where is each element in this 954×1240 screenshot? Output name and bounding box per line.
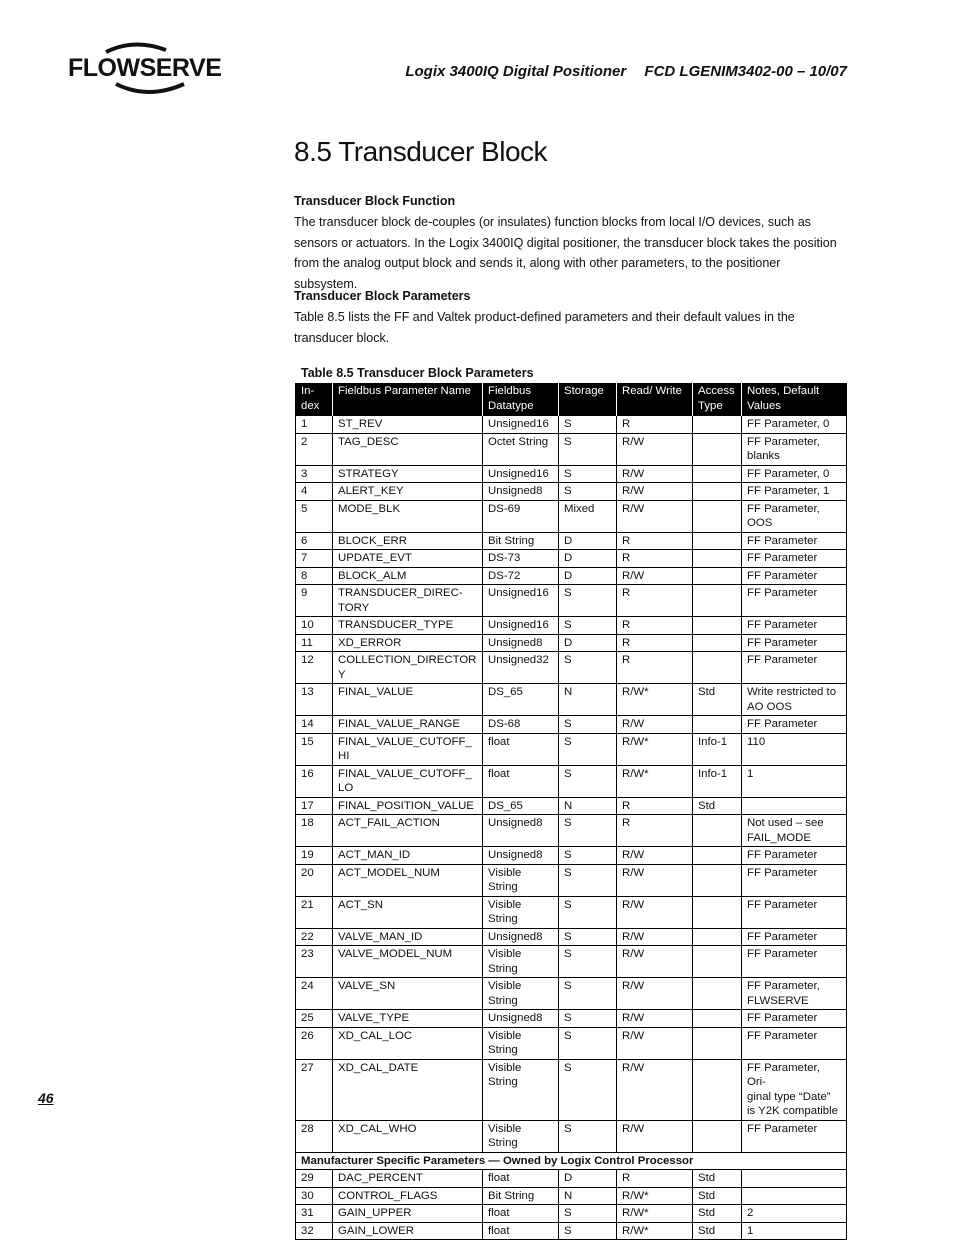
table-cell: Visible String <box>483 946 559 978</box>
table-cell: 19 <box>296 847 333 865</box>
table-cell: Visible String <box>483 1059 559 1120</box>
table-cell: FF Parameter <box>742 864 847 896</box>
table-cell: 10 <box>296 617 333 635</box>
table-cell: 1 <box>742 765 847 797</box>
table-cell: S <box>559 815 617 847</box>
table-cell: 3 <box>296 465 333 483</box>
table-row <box>296 928 847 946</box>
table-cell: R <box>617 634 693 652</box>
table-cell: 8 <box>296 567 333 585</box>
table-cell: R/W <box>617 847 693 865</box>
table-cell <box>742 1170 847 1188</box>
table-cell: R/W <box>617 465 693 483</box>
table-cell: Unsigned8 <box>483 1010 559 1028</box>
page-number: 46 <box>38 1090 54 1106</box>
table-cell: 13 <box>296 684 333 716</box>
table-cell: S <box>559 733 617 765</box>
table-cell <box>693 483 742 501</box>
transducer-parameters-table <box>295 383 847 1240</box>
table-cell <box>693 617 742 635</box>
table-cell: Std <box>693 1187 742 1205</box>
table-cell: FINAL_VALUE <box>333 684 483 716</box>
table-row <box>296 1120 847 1152</box>
table-cell: 26 <box>296 1027 333 1059</box>
table-cell: FF Parameter, FLWSERVE <box>742 978 847 1010</box>
table-cell: S <box>559 896 617 928</box>
table-cell: S <box>559 416 617 434</box>
table-cell: 32 <box>296 1222 333 1240</box>
table-cell: FF Parameter <box>742 1010 847 1028</box>
table-cell <box>693 416 742 434</box>
table-cell: FINAL_VALUE_RANGE <box>333 716 483 734</box>
table-cell: Std <box>693 797 742 815</box>
table-cell: FF Parameter <box>742 567 847 585</box>
table-cell: ACT_MODEL_NUM <box>333 864 483 896</box>
table-cell: R <box>617 1170 693 1188</box>
table-cell: FF Parameter <box>742 585 847 617</box>
table-cell: R/W <box>617 1059 693 1120</box>
table-cell: 14 <box>296 716 333 734</box>
section-title: 8.5 Transducer Block <box>294 136 548 167</box>
table-cell <box>693 896 742 928</box>
table-cell: CONTROL_FLAGS <box>333 1187 483 1205</box>
table-row <box>296 585 847 617</box>
table-cell: VALVE_MAN_ID <box>333 928 483 946</box>
table-cell: R <box>617 815 693 847</box>
table-cell <box>693 585 742 617</box>
column-header: Fieldbus Datatype <box>483 383 559 416</box>
table-cell: FF Parameter, 0 <box>742 465 847 483</box>
table-cell: R <box>617 652 693 684</box>
table-cell: Std <box>693 1222 742 1240</box>
table-cell: S <box>559 433 617 465</box>
table-cell: FF Parameter <box>742 946 847 978</box>
table-cell: 11 <box>296 634 333 652</box>
table-cell: XD_CAL_LOC <box>333 1027 483 1059</box>
table-cell: R/W <box>617 1010 693 1028</box>
table-cell: S <box>559 765 617 797</box>
table-row <box>296 465 847 483</box>
table-cell: 20 <box>296 864 333 896</box>
column-header: Storage <box>559 383 617 416</box>
table-row <box>296 684 847 716</box>
table-cell: FF Parameter <box>742 1120 847 1152</box>
table-cell: Visible String <box>483 1027 559 1059</box>
table-cell: R/W <box>617 483 693 501</box>
table-row <box>296 1010 847 1028</box>
table-row <box>296 483 847 501</box>
table-cell <box>693 928 742 946</box>
product-name: Logix 3400IQ Digital Positioner <box>405 63 627 80</box>
table-cell: UPDATE_EVT <box>333 550 483 568</box>
table-cell: FF Parameter <box>742 1027 847 1059</box>
table-row <box>296 1205 847 1223</box>
table-cell: Unsigned8 <box>483 928 559 946</box>
table-cell: S <box>559 716 617 734</box>
table-cell: S <box>559 1010 617 1028</box>
table-cell: S <box>559 585 617 617</box>
table-row <box>296 864 847 896</box>
table-cell: R/W <box>617 500 693 532</box>
table-cell <box>693 815 742 847</box>
table-cell: 110 <box>742 733 847 765</box>
table-cell: ACT_SN <box>333 896 483 928</box>
table-cell: N <box>559 684 617 716</box>
table-cell: FINAL_VALUE_CUTOFF_HI <box>333 733 483 765</box>
table-cell: FF Parameter, Ori- ginal type “Date” is Y2K compatible <box>742 1059 847 1120</box>
table-cell: R/W* <box>617 1222 693 1240</box>
table-cell: DS-69 <box>483 500 559 532</box>
table-cell: ST_REV <box>333 416 483 434</box>
table-cell <box>693 500 742 532</box>
table-cell: D <box>559 567 617 585</box>
document-id: FCD LGENIM3402-00 – 10/07 <box>644 63 847 80</box>
table-cell <box>693 1120 742 1152</box>
table-cell: FF Parameter, OOS <box>742 500 847 532</box>
table-cell: FF Parameter <box>742 532 847 550</box>
table-cell <box>742 797 847 815</box>
running-header <box>405 63 847 80</box>
table-cell: 21 <box>296 896 333 928</box>
table-row <box>296 733 847 765</box>
table-cell: Bit String <box>483 532 559 550</box>
parameters-paragraph: Table 8.5 lists the FF and Valtek product-defined parameters and their default values in the transducer block. <box>294 310 795 345</box>
table-row <box>296 500 847 532</box>
column-header: Notes, Default Values <box>742 383 847 416</box>
table-cell: S <box>559 652 617 684</box>
table-cell: S <box>559 1205 617 1223</box>
table-row <box>296 652 847 684</box>
table-cell: S <box>559 1120 617 1152</box>
table-cell: 18 <box>296 815 333 847</box>
table-cell: DS_65 <box>483 684 559 716</box>
table-cell: Unsigned16 <box>483 585 559 617</box>
table-cell: 28 <box>296 1120 333 1152</box>
table-cell: R/W <box>617 1120 693 1152</box>
table-cell: TRANSDUCER_DIREC- TORY <box>333 585 483 617</box>
table-cell: FF Parameter, 0 <box>742 416 847 434</box>
table-cell: R/W* <box>617 1205 693 1223</box>
table-cell: Std <box>693 1170 742 1188</box>
table-cell: S <box>559 465 617 483</box>
table-cell <box>693 946 742 978</box>
table-cell <box>693 864 742 896</box>
table-cell: FF Parameter <box>742 550 847 568</box>
table-cell: S <box>559 946 617 978</box>
table-cell: R <box>617 532 693 550</box>
table-cell: Octet String <box>483 433 559 465</box>
table-cell: Info-1 <box>693 733 742 765</box>
table-row <box>296 433 847 465</box>
table-cell: 1 <box>742 1222 847 1240</box>
table-cell <box>693 652 742 684</box>
table-cell: S <box>559 864 617 896</box>
table-cell: FF Parameter <box>742 634 847 652</box>
table-cell: D <box>559 634 617 652</box>
table-cell: R/W <box>617 1027 693 1059</box>
table-cell: 17 <box>296 797 333 815</box>
table-cell: Unsigned8 <box>483 634 559 652</box>
table-cell: 2 <box>742 1205 847 1223</box>
table-cell: R <box>617 797 693 815</box>
table-cell: XD_CAL_WHO <box>333 1120 483 1152</box>
table-cell: S <box>559 847 617 865</box>
table-cell: S <box>559 978 617 1010</box>
table-cell: R/W* <box>617 733 693 765</box>
table-cell: Unsigned16 <box>483 416 559 434</box>
table-cell: S <box>559 1222 617 1240</box>
table-cell: FINAL_VALUE_CUTOFF_LO <box>333 765 483 797</box>
column-header: In- dex <box>296 383 333 416</box>
table-row <box>296 716 847 734</box>
table-cell: STRATEGY <box>333 465 483 483</box>
table-cell: VALVE_TYPE <box>333 1010 483 1028</box>
table-cell: Visible String <box>483 864 559 896</box>
table-cell: R/W* <box>617 684 693 716</box>
table-cell: DS-73 <box>483 550 559 568</box>
table-cell: Std <box>693 1205 742 1223</box>
table-cell: 31 <box>296 1205 333 1223</box>
table-cell <box>693 716 742 734</box>
table-cell: 25 <box>296 1010 333 1028</box>
table-cell: float <box>483 1222 559 1240</box>
table-cell: ACT_FAIL_ACTION <box>333 815 483 847</box>
table-cell: 16 <box>296 765 333 797</box>
table-cell: COLLECTION_DIRECTORY <box>333 652 483 684</box>
table-cell <box>693 433 742 465</box>
table-cell: 29 <box>296 1170 333 1188</box>
table-cell: S <box>559 928 617 946</box>
table-cell: FF Parameter <box>742 896 847 928</box>
table-cell <box>693 550 742 568</box>
table-cell: Visible String <box>483 896 559 928</box>
table-cell: XD_ERROR <box>333 634 483 652</box>
table-row <box>296 617 847 635</box>
table-row <box>296 896 847 928</box>
table-cell: 7 <box>296 550 333 568</box>
table-cell: Visible String <box>483 978 559 1010</box>
parameters-heading: Transducer Block Parameters <box>294 289 471 303</box>
flowserve-logo <box>68 40 222 96</box>
table-cell: Unsigned32 <box>483 652 559 684</box>
table-cell: S <box>559 483 617 501</box>
table-cell: Unsigned8 <box>483 483 559 501</box>
manufacturer-section-label: Manufacturer Specific Parameters — Owned by Logix Control Processor <box>296 1152 847 1170</box>
table-cell: FF Parameter, blanks <box>742 433 847 465</box>
table-row <box>296 797 847 815</box>
table-row <box>296 567 847 585</box>
table-cell: S <box>559 1027 617 1059</box>
table-cell: R/W <box>617 978 693 1010</box>
section-row <box>296 1152 847 1170</box>
table-cell: R/W <box>617 946 693 978</box>
table-cell <box>693 1027 742 1059</box>
table-cell: MODE_BLK <box>333 500 483 532</box>
table-cell: R/W* <box>617 1187 693 1205</box>
table-row <box>296 550 847 568</box>
table-cell <box>693 532 742 550</box>
table-row <box>296 1027 847 1059</box>
table-cell: Mixed <box>559 500 617 532</box>
table-cell: 15 <box>296 733 333 765</box>
table-cell: VALVE_SN <box>333 978 483 1010</box>
table-cell: R/W <box>617 433 693 465</box>
table-cell: FF Parameter <box>742 617 847 635</box>
table-cell: D <box>559 550 617 568</box>
table-cell: BLOCK_ALM <box>333 567 483 585</box>
table-cell: Std <box>693 684 742 716</box>
table-row <box>296 946 847 978</box>
table-cell: float <box>483 1170 559 1188</box>
table-cell: Not used – see FAIL_MODE <box>742 815 847 847</box>
table-cell: DS-68 <box>483 716 559 734</box>
table-cell: FF Parameter, 1 <box>742 483 847 501</box>
table-row <box>296 634 847 652</box>
table-cell: Unsigned8 <box>483 847 559 865</box>
table-cell: D <box>559 1170 617 1188</box>
table-caption: Table 8.5 Transducer Block Parameters <box>301 366 534 380</box>
table-cell: R <box>617 585 693 617</box>
table-cell: R <box>617 550 693 568</box>
table-cell: R/W <box>617 716 693 734</box>
table-cell: FF Parameter <box>742 716 847 734</box>
table-cell <box>693 567 742 585</box>
table-cell: 6 <box>296 532 333 550</box>
table-cell: 5 <box>296 500 333 532</box>
table-cell: R/W <box>617 896 693 928</box>
table-cell: 1 <box>296 416 333 434</box>
table-row <box>296 1187 847 1205</box>
table-cell: Write restricted to AO OOS <box>742 684 847 716</box>
table-cell: XD_CAL_DATE <box>333 1059 483 1120</box>
table-cell <box>693 1059 742 1120</box>
table-cell <box>693 1010 742 1028</box>
table-cell: GAIN_LOWER <box>333 1222 483 1240</box>
table-cell: float <box>483 733 559 765</box>
table-cell: GAIN_UPPER <box>333 1205 483 1223</box>
table-cell: 22 <box>296 928 333 946</box>
table-cell: Unsigned16 <box>483 465 559 483</box>
function-paragraph: The transducer block de-couples (or insulates) function blocks from local I/O devices, such as sensors or actuators. In the Logix 3400IQ digital positioner, the transducer block takes the position from the analog output block and sends it, along with other parameters, to the positioner subsystem. <box>294 215 837 291</box>
function-heading: Transducer Block Function <box>294 194 456 208</box>
table-cell: Unsigned16 <box>483 617 559 635</box>
table-cell: 9 <box>296 585 333 617</box>
table-cell: ACT_MAN_ID <box>333 847 483 865</box>
table-cell: 24 <box>296 978 333 1010</box>
table-row <box>296 815 847 847</box>
table-cell: R <box>617 617 693 635</box>
table-cell <box>693 634 742 652</box>
table-cell: Bit String <box>483 1187 559 1205</box>
table-cell: BLOCK_ERR <box>333 532 483 550</box>
table-header-row <box>296 383 847 416</box>
table-cell: S <box>559 1059 617 1120</box>
table-row <box>296 847 847 865</box>
table-cell: 4 <box>296 483 333 501</box>
table-cell: 30 <box>296 1187 333 1205</box>
table-cell: DS_65 <box>483 797 559 815</box>
table-cell: float <box>483 765 559 797</box>
table-cell: D <box>559 532 617 550</box>
table-row <box>296 1222 847 1240</box>
table-cell: FF Parameter <box>742 652 847 684</box>
table-cell: R/W <box>617 567 693 585</box>
table-row <box>296 1059 847 1120</box>
logo-wordmark: FLOWSERVE <box>68 54 222 82</box>
table-cell <box>693 978 742 1010</box>
table-cell: 23 <box>296 946 333 978</box>
table-cell: N <box>559 797 617 815</box>
table-cell: N <box>559 1187 617 1205</box>
table-cell: TRANSDUCER_TYPE <box>333 617 483 635</box>
table-cell: S <box>559 617 617 635</box>
table-cell: float <box>483 1205 559 1223</box>
table-cell: Visible String <box>483 1120 559 1152</box>
table-cell: Unsigned8 <box>483 815 559 847</box>
column-header: Fieldbus Parameter Name <box>333 383 483 416</box>
table-row <box>296 978 847 1010</box>
table-body <box>296 416 847 1240</box>
table-cell: VALVE_MODEL_NUM <box>333 946 483 978</box>
table-row <box>296 532 847 550</box>
column-header: Access Type <box>693 383 742 416</box>
table-cell: 27 <box>296 1059 333 1120</box>
table-cell: R <box>617 416 693 434</box>
table-cell: DS-72 <box>483 567 559 585</box>
table-row <box>296 765 847 797</box>
table-cell: R/W <box>617 864 693 896</box>
table-row <box>296 416 847 434</box>
table-cell: 2 <box>296 433 333 465</box>
table-cell <box>693 465 742 483</box>
table-cell: TAG_DESC <box>333 433 483 465</box>
table-cell: R/W* <box>617 765 693 797</box>
table-cell: 12 <box>296 652 333 684</box>
table-cell: FF Parameter <box>742 847 847 865</box>
table-cell <box>742 1187 847 1205</box>
table-cell: ALERT_KEY <box>333 483 483 501</box>
table-cell <box>693 847 742 865</box>
column-header: Read/ Write <box>617 383 693 416</box>
table-cell: DAC_PERCENT <box>333 1170 483 1188</box>
table-row <box>296 1170 847 1188</box>
table-cell: FINAL_POSITION_VALUE <box>333 797 483 815</box>
table-cell: FF Parameter <box>742 928 847 946</box>
table-cell: R/W <box>617 928 693 946</box>
table-cell: Info-1 <box>693 765 742 797</box>
